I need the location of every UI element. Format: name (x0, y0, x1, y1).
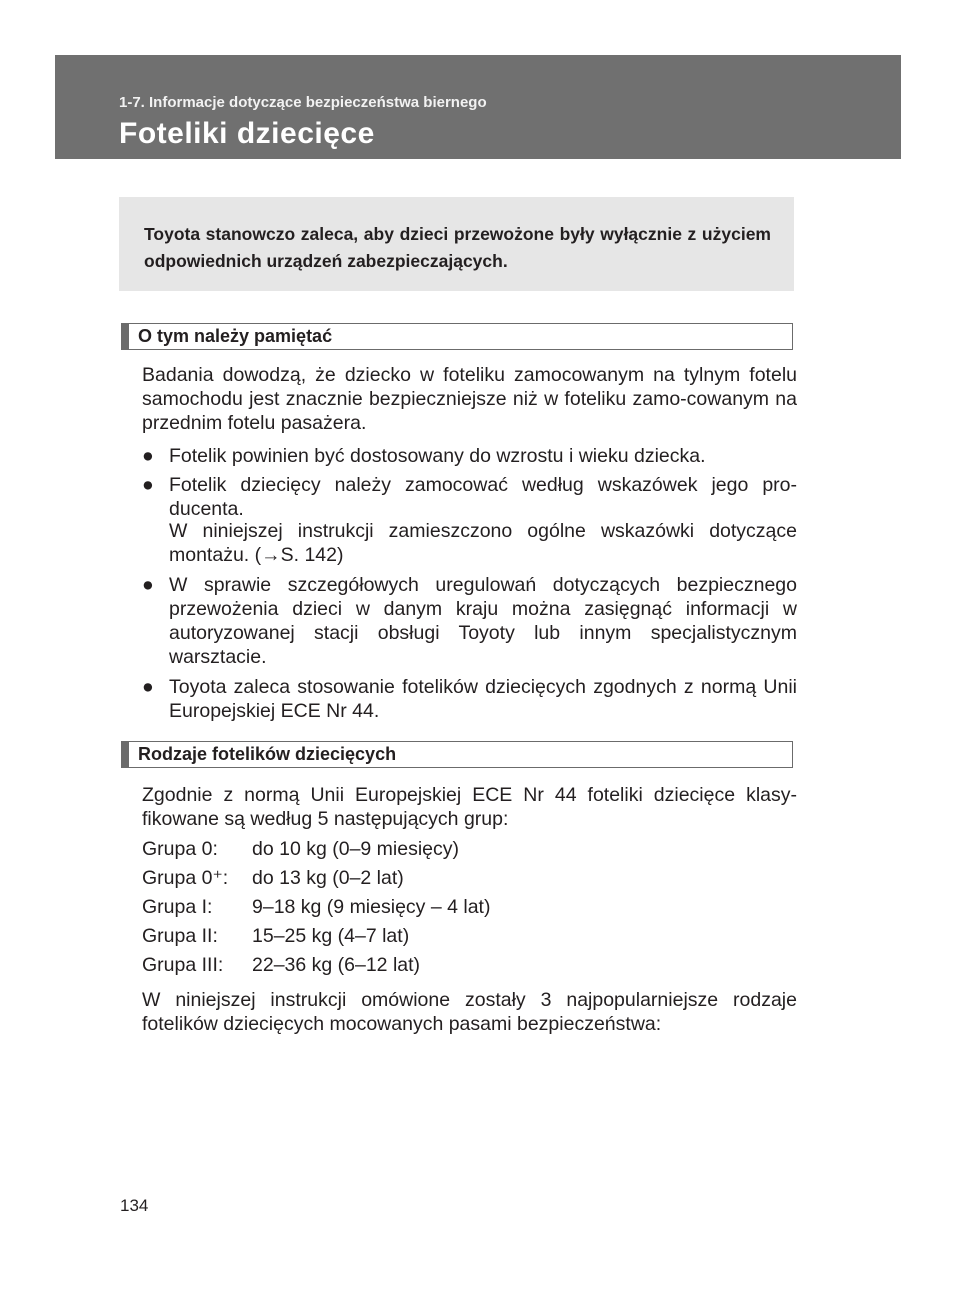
section-heading-remember (121, 323, 793, 350)
chapter-header (55, 55, 901, 159)
section-heading-text: Rodzaje fotelików dziecięcych (138, 744, 397, 764)
group-label: Grupa II: (142, 925, 218, 947)
bullet-text: Fotelik powinien być dostosowany do wzrostu i wieku dziecka. (169, 445, 706, 467)
bullet-text: Toyota zaleca stosowanie fotelików dziecięcych zgodnych z normą Unii Europejskiej ECE Nr 44. (169, 676, 797, 722)
bullet-item (142, 473, 797, 521)
section-label: 1-7. Informacje dotyczące bezpieczeństwa biernego (119, 94, 487, 111)
bullet-dot-icon: ● (142, 574, 154, 596)
bullet-dot-icon: ● (142, 676, 154, 698)
page-number: 134 (120, 1196, 149, 1215)
bullet-dot-icon: ● (142, 445, 154, 467)
intro-box (119, 197, 794, 291)
section1-paragraph: Badania dowodzą, że dziecko w foteliku zamocowanym na tylnym fotelu samochodu jest znacznie bezpieczniejsze niż w foteliku zamo-cowanym na przednim fotelu pasażera. (142, 364, 797, 434)
group-value: 15–25 kg (4–7 lat) (252, 925, 410, 947)
group-value: 9–18 kg (9 miesięcy – 4 lat) (252, 896, 491, 918)
group-label: Grupa 0: (142, 838, 218, 860)
section-heading-types (121, 741, 793, 768)
group-label: Grupa 0⁺: (142, 867, 229, 889)
group-label: Grupa I: (142, 896, 213, 918)
bullet-item (142, 573, 797, 669)
heading-bar (122, 742, 129, 767)
assembly-note: W niniejszej instrukcji zamieszczono ogólne wskazówki dotyczące montażu. (→S. 142) (169, 520, 797, 566)
page-title: Foteliki dziecięce (119, 117, 375, 150)
section-heading-text: O tym należy pamiętać (138, 326, 333, 346)
group-value: do 13 kg (0–2 lat) (252, 867, 404, 889)
bullet-item (142, 444, 797, 468)
heading-bar (122, 324, 129, 349)
group-value: do 10 kg (0–9 miesięcy) (252, 838, 460, 860)
bullet-dot-icon: ● (142, 474, 154, 496)
intro-text: Toyota stanowczo zaleca, aby dzieci przewożone były wyłącznie z użyciem odpowiednich urządzeń zabezpieczających. (144, 224, 771, 271)
group-value: 22–36 kg (6–12 lat) (252, 954, 421, 976)
bullet-text: W sprawie szczegółowych uregulowań dotyczących bezpiecznego przewożenia dzieci w danym kraju można zasięgnąć informacji w autoryzowanej stacji obsługi Toyoty lub innym specjalistycznym warsztacie. (169, 574, 797, 668)
section2-paragraph: Zgodnie z normą Unii Europejskiej ECE Nr 44 foteliki dziecięce klasy-fikowane są według 5 następujących grup: (142, 784, 797, 830)
group-label: Grupa III: (142, 954, 224, 976)
bullet-text: Fotelik dziecięcy należy zamocować według wskazówek jego pro-ducenta. (169, 474, 797, 520)
bullet-item (142, 675, 797, 723)
closing-paragraph: W niniejszej instrukcji omówione zostały 3 najpopularniejsze rodzaje fotelików dziecięcych mocowanych pasami bezpieczeństwa: (142, 989, 797, 1035)
